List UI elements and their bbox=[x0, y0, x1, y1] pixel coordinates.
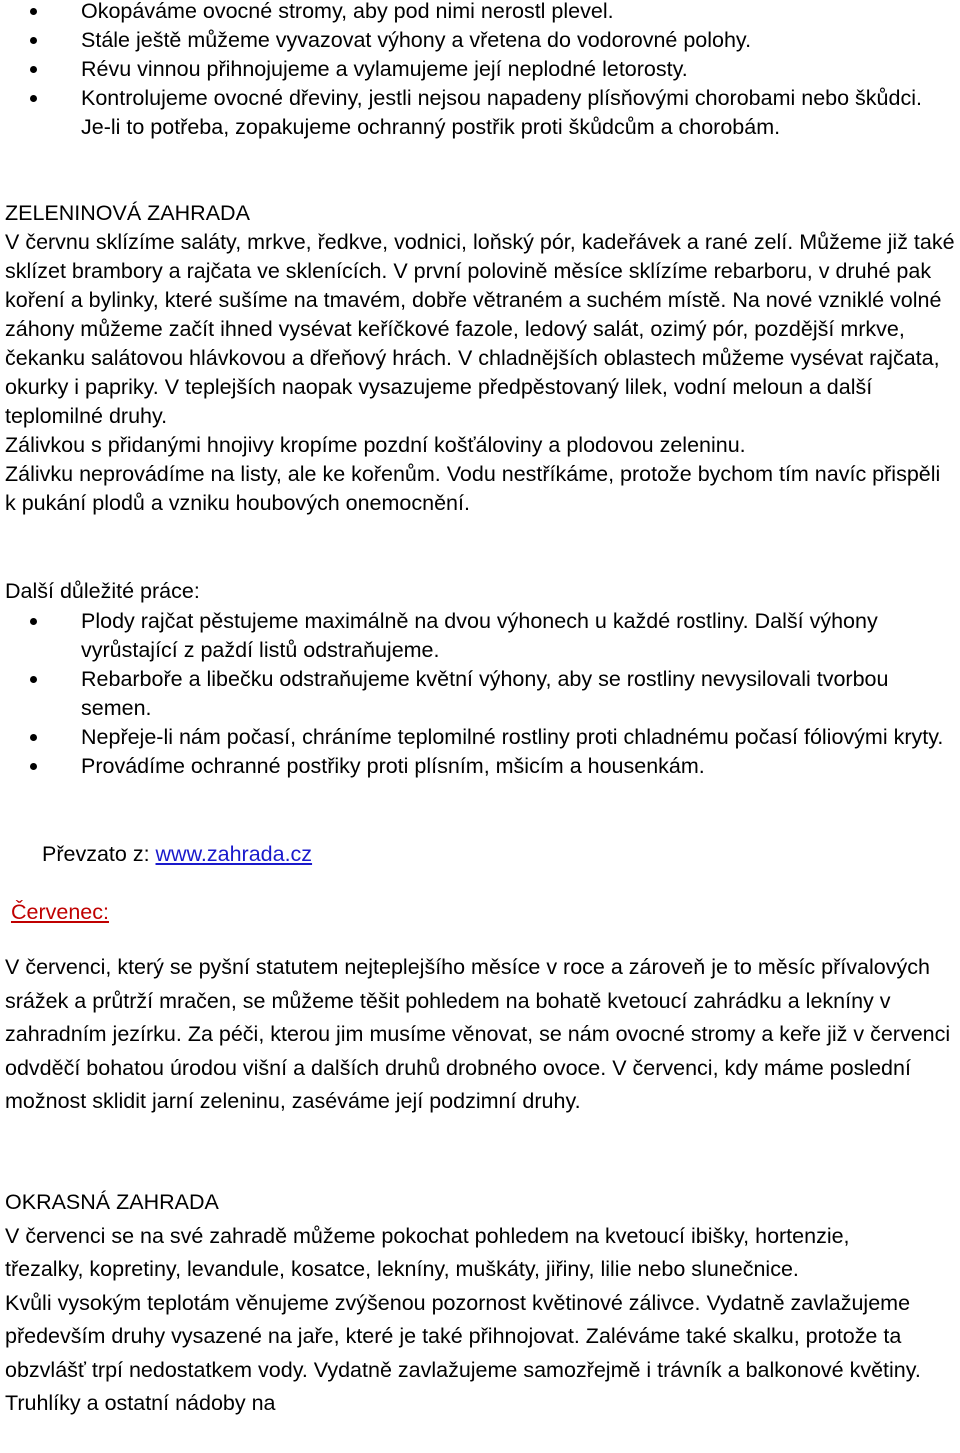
july-section bbox=[5, 898, 955, 927]
paragraph: Kvůli vysokým teplotám věnujeme zvýšenou pozornost květinové zálivce. Vydatně zavlažujeme především druhy vysazené na jaře, které je také přihnojovat. Zaléváme také skalku, protože ta obzvlášť trpí nedostatkem vody. Vydatně zavlažujeme samozřejmě i trávník a balkonové květiny. Truhlíky a ostatní nádoby na bbox=[5, 1290, 921, 1415]
section-heading bbox=[5, 898, 955, 927]
source-link[interactable]: www.zahrada.cz bbox=[155, 842, 313, 866]
july-heading: Červenec: bbox=[10, 900, 109, 924]
list-item: Okopáváme ovocné stromy, aby pod nimi nerostl plevel. bbox=[5, 0, 955, 26]
paragraph: V červenci se na své zahradě můžeme pokochat pohledem na kvetoucí ibišky, hortenzie, třezalky, kopretiny, levandule, kosatce, lekníny, muškáty, jiřiny, lilie nebo slunečnice. bbox=[5, 1223, 850, 1281]
list-item: Nepřeje-li nám počasí, chráníme teplomilné rostliny proti chladnému počasí fóliovými kryty. bbox=[5, 723, 955, 752]
source-label: Převzato z: bbox=[42, 842, 156, 866]
paragraph: V červnu sklízíme saláty, mrkve, ředkve, vodnici, loňský pór, kadeřávek a rané zelí. Můžeme již také sklízet brambory a rajčata ve sklenících. V první polovině měsíce sklízíme rebarboru, v druhé pak koření a bylinky, které sušíme na tmavém, dobře větraném a suchém místě. Na nové vzniklé volné záhony můžeme začít ihned vysévat keříčkové fazole, ledový salát, ozimý pór, pozdější mrkve, čekanku salátovou hlávkovou a dřeňový hrách. V chladnějších oblastech můžeme vysévat rajčata, okurky i papriky. V teplejších naopak vysazujeme předpěstovaný lilek, vodní meloun a další teplomilné druhy. bbox=[5, 230, 955, 428]
vegetable-garden-section bbox=[5, 199, 955, 518]
july-intro bbox=[5, 951, 955, 1119]
source-line bbox=[42, 840, 960, 869]
ornamental-garden-section bbox=[5, 1186, 955, 1421]
section-heading: Další důležité práce: bbox=[5, 579, 200, 603]
list-item: Rebarboře a libečku odstraňujeme květní výhony, aby se rostliny nevysilovali tvorbou semen. bbox=[5, 665, 955, 723]
paragraph: Zálivkou s přidanými hnojivy kropíme pozdní košťáloviny a plodovou zeleninu. bbox=[5, 433, 746, 457]
paragraph: Zálivku neprovádíme na listy, ale ke kořenům. Vodu nestříkáme, protože bychom tím navíc přispěli k pukání plodů a vzniku houbových onemocnění. bbox=[5, 462, 941, 515]
list-item: Kontrolujeme ovocné dřeviny, jestli nejsou napadeny plísňovými chorobami nebo škůdci. Je-li to potřeba, zopakujeme ochranný postřik proti škůdcům a chorobám. bbox=[5, 84, 955, 142]
section-heading: OKRASNÁ ZAHRADA bbox=[5, 1190, 219, 1214]
list-item: Provádíme ochranné postřiky proti plísním, mšicím a housenkám. bbox=[5, 752, 955, 781]
orchard-task-list bbox=[5, 0, 955, 142]
other-tasks-section bbox=[5, 577, 955, 781]
section-heading: ZELENINOVÁ ZAHRADA bbox=[5, 201, 250, 225]
paragraph: V červenci, který se pyšní statutem nejteplejšího měsíce v roce a zároveň je to měsíc přívalových srážek a průtrží mračen, se můžeme těšit pohledem na bohatě kvetoucí zahrádku a lekníny v zahradním jezírku. Za péči, kterou jim musíme věnovat, se nám ovocné stromy a keře již v červenci odvděčí bohatou úrodou višní a dalších druhů drobného ovoce. V červenci, kdy máme poslední možnost sklidit jarní zeleninu, zaséváme její podzimní druhy. bbox=[5, 955, 951, 1113]
list-item: Révu vinnou přihnojujeme a vylamujeme její neplodné letorosty. bbox=[5, 55, 955, 84]
list-item: Stále ještě můžeme vyvazovat výhony a vřetena do vodorovné polohy. bbox=[5, 26, 955, 55]
list-item: Plody rajčat pěstujeme maximálně na dvou výhonech u každé rostliny. Další výhony vyrůstající z paždí listů odstraňujeme. bbox=[5, 607, 955, 665]
